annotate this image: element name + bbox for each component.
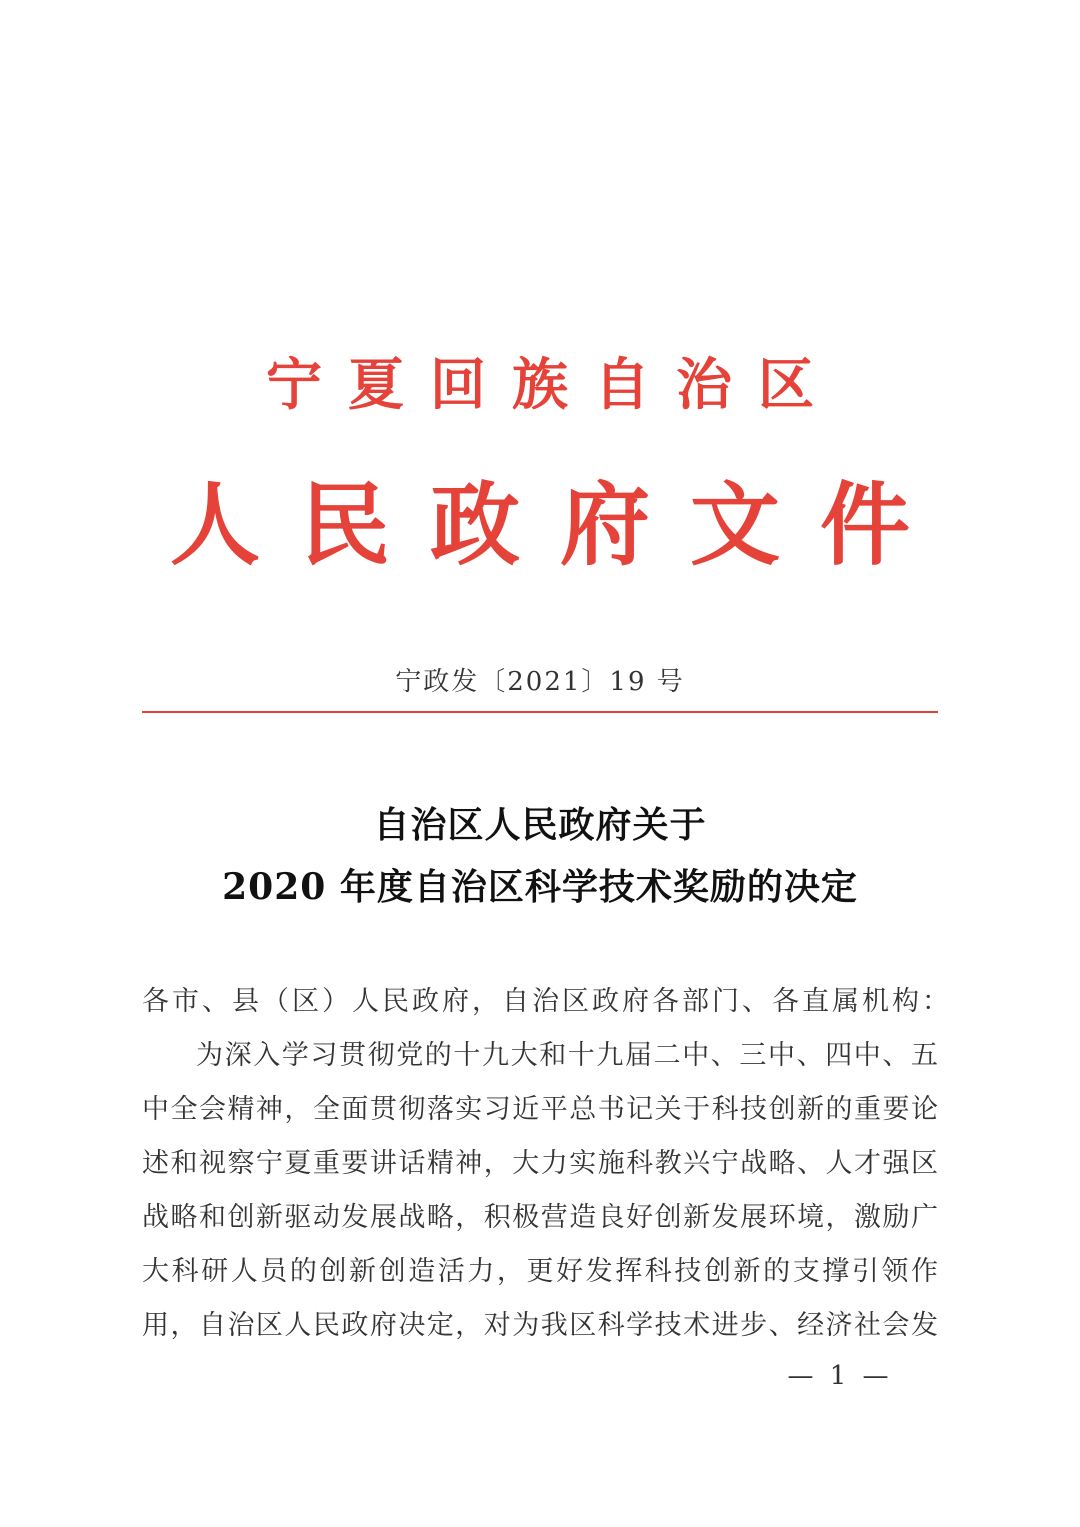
issuing-authority-line2: 人民政府文件: [170, 472, 950, 578]
red-separator-rule: [142, 711, 938, 713]
page-number: — 1 —: [787, 1361, 893, 1391]
body-line: 述和视察宁夏重要讲话精神，大力实施科教兴宁战略、人才强区: [142, 1148, 938, 1179]
issuing-authority-line1: 宁夏回族自治区: [266, 352, 840, 418]
body-line: 为深入学习贯彻党的十九大和十九届二中、三中、四中、五: [196, 1040, 938, 1071]
document-title-line1: 自治区人民政府关于: [373, 804, 707, 846]
body-line: 大科研人员的创新创造活力，更好发挥科技创新的支撑引领作: [142, 1256, 938, 1287]
document-title-line2: 2020 年度自治区科学技术奖励的决定: [222, 866, 858, 908]
body-line: 用，自治区人民政府决定，对为我区科学技术进步、经济社会发: [142, 1310, 938, 1341]
salutation: 各市、县（区）人民政府，自治区政府各部门、各直属机构：: [142, 986, 952, 1017]
document-number: 宁政发〔2021〕19 号: [395, 667, 685, 697]
body-line: 中全会精神，全面贯彻落实习近平总书记关于科技创新的重要论: [142, 1094, 938, 1125]
body-line: 战略和创新驱动发展战略，积极营造良好创新发展环境，激励广: [142, 1202, 938, 1233]
